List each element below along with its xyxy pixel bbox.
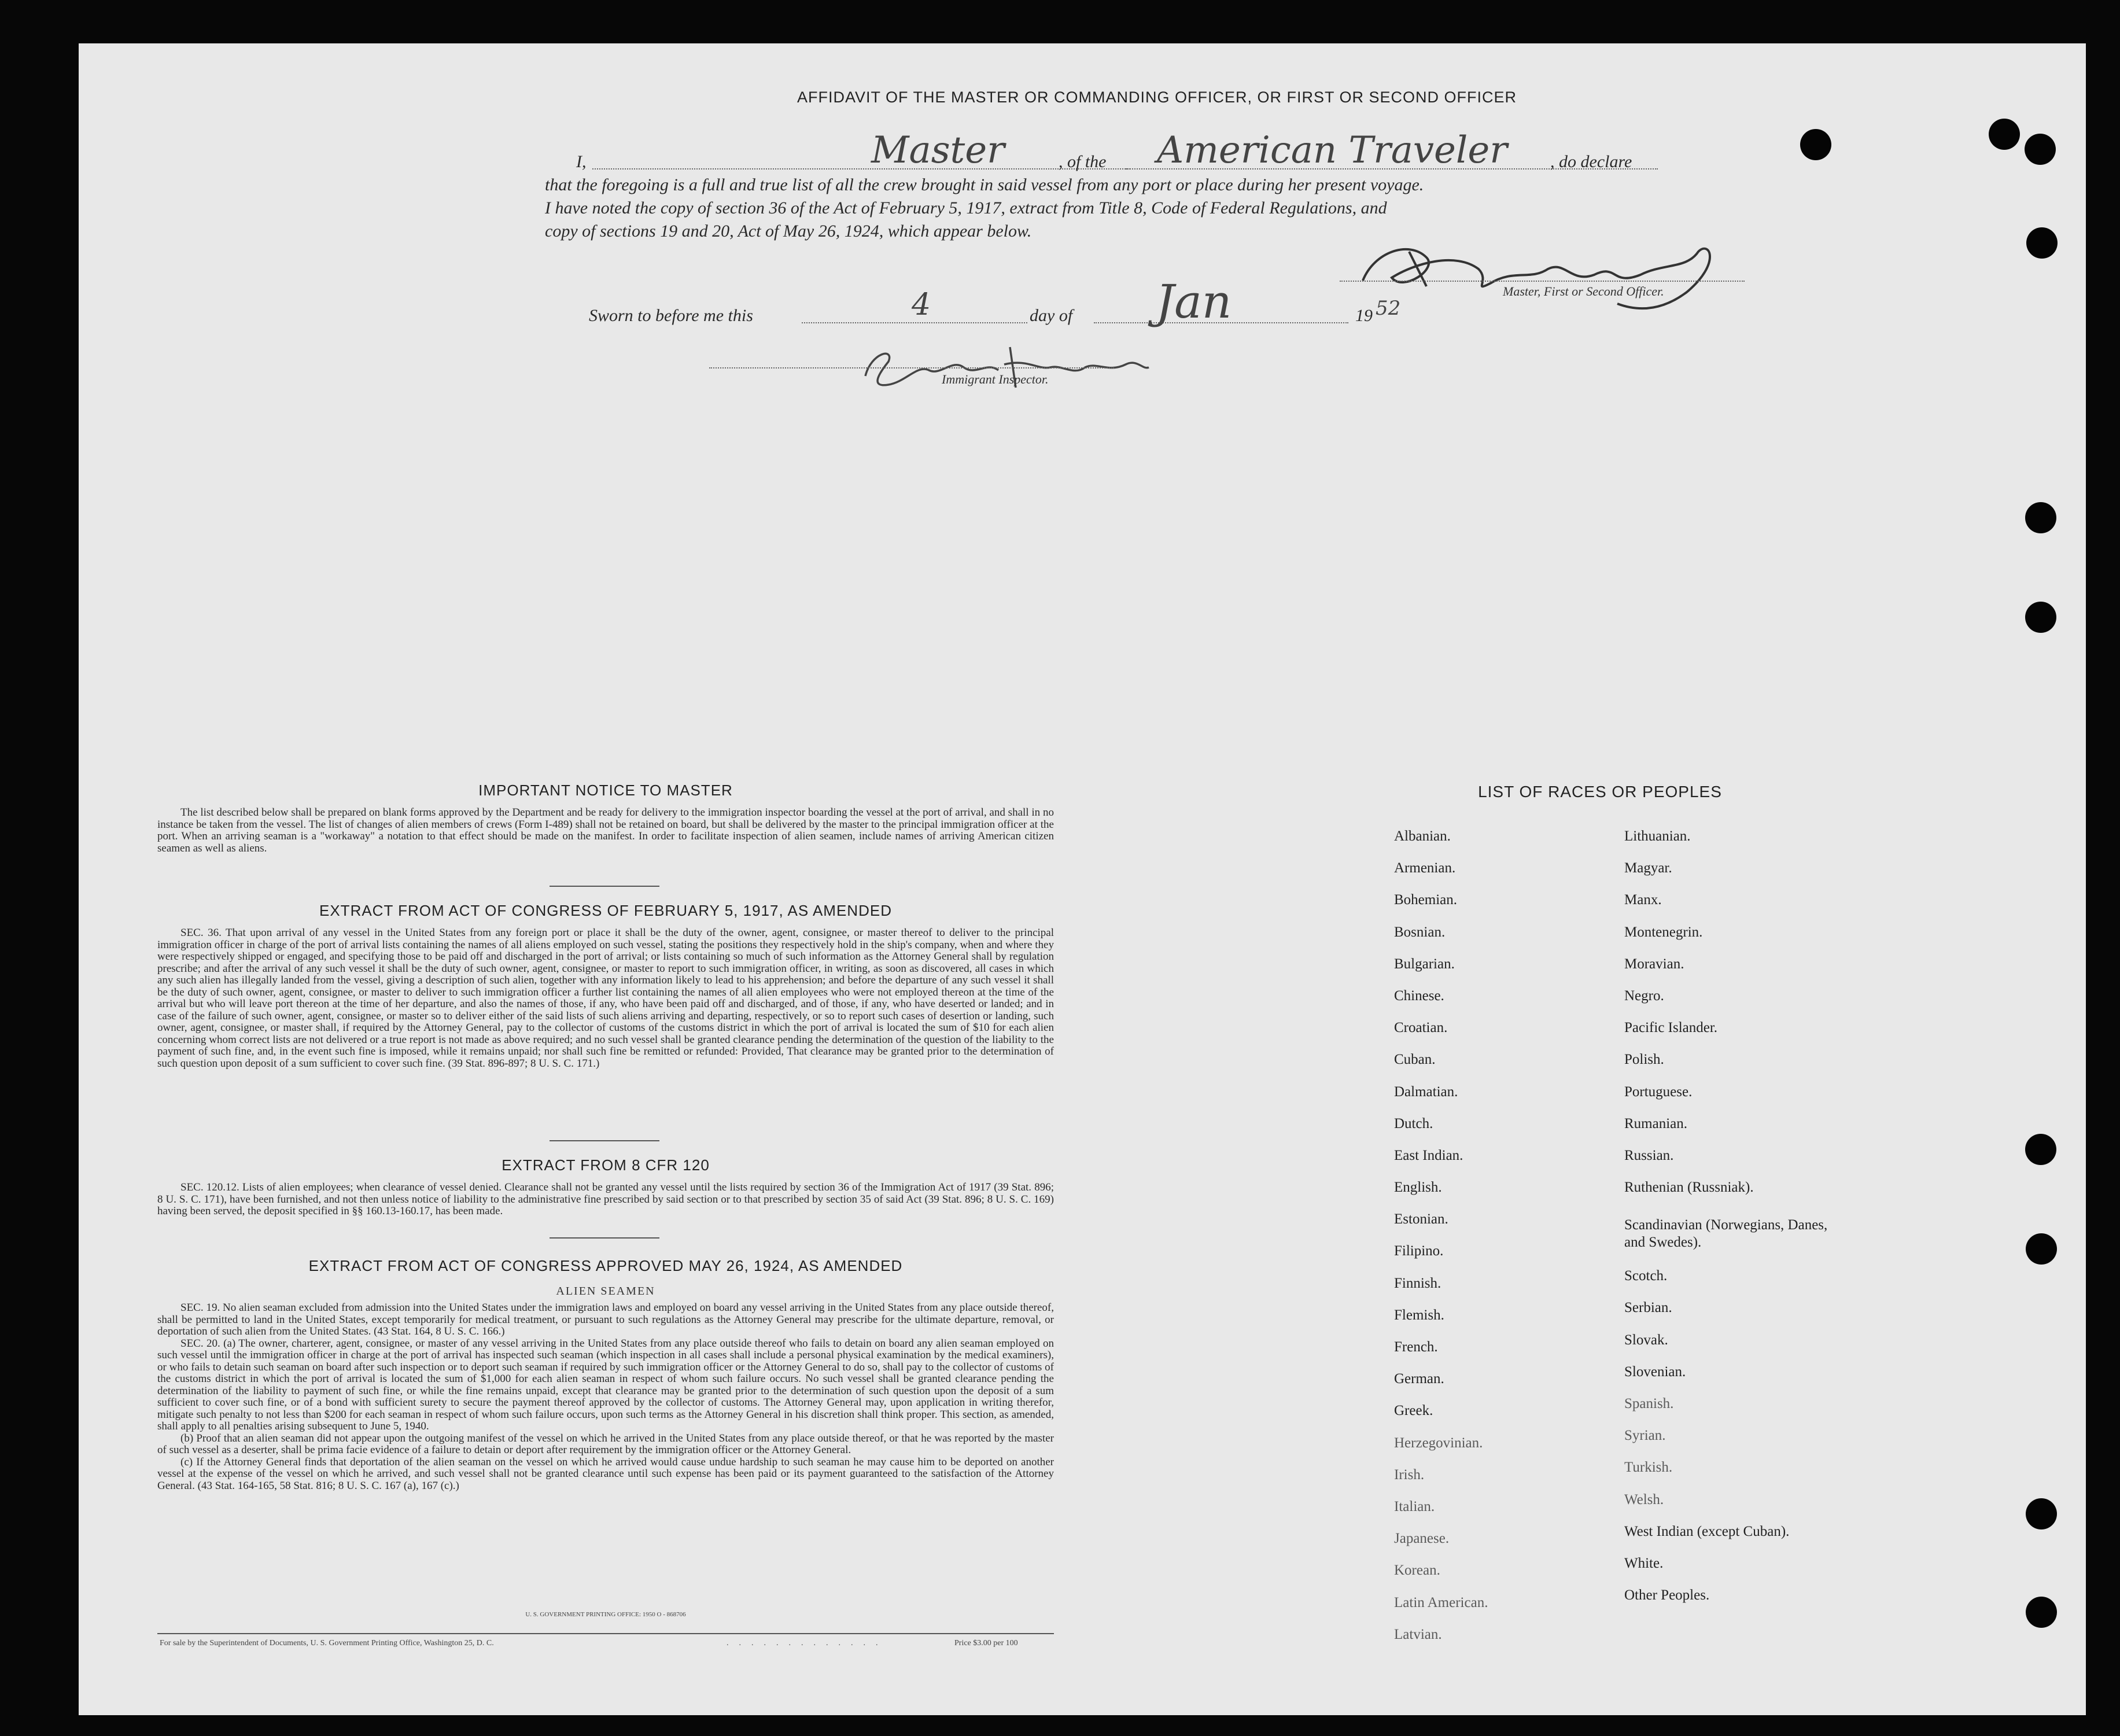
handwritten-day: 4 (912, 288, 931, 322)
punch-hole (2026, 227, 2058, 259)
extract-cfr-title: EXTRACT FROM 8 CFR 120 (502, 1156, 710, 1174)
declaration-body-1: that the foregoing is a full and true list of all the crew brought in said vessel from any port or place during her present voyage. (545, 175, 1424, 194)
race-item: White. (1624, 1555, 1664, 1571)
punch-hole (2025, 502, 2056, 533)
race-item: Serbian. (1624, 1300, 1672, 1316)
race-item: Polish. (1624, 1052, 1664, 1068)
printing-office-line: U. S. GOVERNMENT PRINTING OFFICE: 1950 O - 868706 (525, 1611, 686, 1618)
handwritten-year: 52 (1376, 297, 1401, 320)
race-item: Dutch. (1394, 1115, 1433, 1131)
race-item: Latvian. (1394, 1626, 1442, 1642)
punch-hole (2026, 1597, 2057, 1628)
punch-hole (2025, 602, 2056, 633)
race-item: Latin American. (1394, 1594, 1488, 1610)
punch-hole (2026, 1498, 2057, 1529)
race-item: Scotch. (1624, 1268, 1668, 1284)
extract-1917-paragraph: SEC. 36. That upon arrival of any vessel in the United States from any foreign port or place it shall be the duty of the owner, agent, consignee, or master thereof to deliver to the principal immigration officer in charge of the port of arrival lists containing the names of all aliens employed on such vessel, stating the positions they respectively hold in the ship's company, when and where they were respectively shipped or engaged, and specifying those to be paid off and discharged in the port of arrival; or lists containing so much of such information as the Attorney General shall by regulation prescribe; and after the arrival of any such vessel it shall be the duty of such owner, agent, consignee, or master to report to such immigration officer, in writing, as soon as discovered, all cases in which any such alien has illegally landed from the vessel, giving a description of such alien, together with any information likely to lead to his apprehension; and before the departure of any such vessel it shall be the duty of such owner, agent, consignee, or master to deliver to such immigration officer a further list containing the names of all alien employees who were not employed thereon at the time of the arrival but who will leave port thereon at the time of her departure, and also the names of those, if any, who have been paid off and discharged, and of those, if any, who have deserted or landed; and in case of the failure of such owner, agent, consignee, or master so to deliver either of the said lists of such aliens arriving and departing, respectively, or so to report such cases of desertion or landing, such owner, agent, consignee, or master shall, if required by the Attorney General, pay to the collector of customs of the customs district in which the port of arrival is located the sum of $10 for each alien concerning whom correct lists are not delivered or a true report is not made as above required; and no such vessel shall be granted clearance pending the determination of the question of the liability to the payment of such fine, and, in the event such fine is imposed, while it remains unpaid; nor shall such fine be remitted or refunded: Provided, That clearance may be granted prior to the determination of such question upon deposit of a sum sufficient to cover such fine. (39 Stat. 896-897; 8 U. S. C. 171.) (157, 927, 1054, 1070)
race-item: Russian. (1624, 1147, 1674, 1163)
race-item: Irish. (1394, 1466, 1425, 1483)
race-item: Lithuanian. (1624, 828, 1691, 844)
sworn-year-prefix: 19 (1355, 306, 1373, 325)
race-item: Magyar. (1624, 860, 1672, 876)
race-item: Turkish. (1624, 1459, 1673, 1476)
notice-title: IMPORTANT NOTICE TO MASTER (478, 782, 733, 799)
race-item: West Indian (except Cuban). (1624, 1523, 1790, 1539)
affidavit-title: AFFIDAVIT OF THE MASTER OR COMMANDING OFFICER, OR FIRST OR SECOND OFFICER (797, 89, 1517, 106)
race-item: Bosnian. (1394, 924, 1446, 940)
race-item: Negro. (1624, 987, 1664, 1004)
race-item: Manx. (1624, 892, 1662, 908)
extract-cfr-text (157, 1182, 1054, 1218)
race-item: Portuguese. (1624, 1083, 1693, 1100)
handwritten-month: Jan (1156, 275, 1232, 329)
race-item: Herzegovinian. (1394, 1435, 1483, 1451)
sec-19-paragraph: SEC. 19. No alien seaman excluded from admission into the United States under the immigration laws and employed on board any vessel arriving in the United States from any place outside thereof, shall be permitted to land in the United States, except temporarily for medical treatment, or pursuant to such regulations as the Attorney General may prescribe for the ultimate departure, removal, or deportation of such alien from the United States. (43 Stat. 164, 8 U. S. C. 166.) (157, 1302, 1054, 1337)
name-line (592, 168, 1130, 169)
race-item: Syrian. (1624, 1428, 1666, 1444)
punch-hole (2026, 1233, 2057, 1265)
race-item: East Indian. (1394, 1147, 1463, 1163)
punch-hole (1989, 119, 2020, 150)
race-item: Slovak. (1624, 1332, 1668, 1348)
race-item: Ruthenian (Russniak). (1624, 1180, 1754, 1196)
declaration-suffix: , do declare (1550, 152, 1632, 171)
sworn-prefix: Sworn to before me this (589, 306, 753, 325)
race-item: German. (1394, 1371, 1444, 1387)
race-item: Finnish. (1394, 1275, 1441, 1291)
race-item: Montenegrin. (1624, 924, 1703, 940)
footer-dots: ............. (727, 1639, 888, 1647)
divider (550, 1140, 659, 1141)
handwritten-title: Master (871, 129, 1005, 172)
race-item: Chinese. (1394, 987, 1444, 1004)
race-item: Dalmatian. (1394, 1083, 1458, 1100)
race-item: Scandinavian (Norwegians, Danes, and Swedes). (1624, 1217, 1828, 1251)
race-item: Flemish. (1394, 1307, 1444, 1323)
document-page (79, 43, 2086, 1715)
footer-price: Price $3.00 per 100 (954, 1639, 1018, 1647)
punch-hole (2025, 134, 2056, 165)
declaration-prefix: I, (576, 152, 587, 171)
signature-line (1340, 281, 1745, 282)
race-item: Other Peoples. (1624, 1587, 1710, 1604)
footer-sale-info: For sale by the Superintendent of Documents, U. S. Government Printing Office, Washington 25, D. C. (160, 1639, 494, 1647)
inspector-caption: Immigrant Inspector. (942, 372, 1049, 386)
handwritten-vessel: American Traveler (1157, 129, 1507, 172)
race-item: Italian. (1394, 1498, 1435, 1514)
declaration-body-3: copy of sections 19 and 20, Act of May 26, 1924, which appear below. (545, 222, 1032, 241)
races-column-1 (1394, 829, 1488, 1659)
signature-caption: Master, First or Second Officer. (1503, 284, 1664, 298)
race-item: Albanian. (1394, 828, 1451, 844)
race-item: Filipino. (1394, 1243, 1444, 1259)
race-item: Korean. (1394, 1562, 1440, 1579)
race-item: Croatian. (1394, 1020, 1448, 1036)
race-item: Bulgarian. (1394, 956, 1455, 972)
sworn-day-label: day of (1030, 306, 1073, 325)
sec-20a-paragraph: SEC. 20. (a) The owner, charterer, agent, consignee, or master of any vessel arriving in the United States from any place outside thereof who fails to detain on board any alien seaman employed on such vessel until the immigration officer in charge at the port of arrival has inspected such seaman (which inspection in all cases shall include a personal physical examination by the medical examiners), or who fails to detain such seaman on board after such inspection or to deport such seaman if required by such immigration officer or the Attorney General to do so, shall pay to the collector of customs of the customs district in which the port of arrival is located the sum of $1,000 for each alien seaman in respect of whom such failure occurs. No such vessel shall be granted clearance pending the determination of the liability to payment of such fine, or while the fine remains unpaid, except that clearance may be granted prior to the determination of such question upon the deposit of a sum sufficient to cover such fine, or of a bond with sufficient surety to secure the payment thereof approved by the collector of customs. The Attorney General may, upon application in writing therefor, mitigate such penalty to not less than $200 for each seaman in respect of whom such failure occurs, upon such terms as the Attorney General in his discretion shall think proper. This section, as amended, shall apply to all penalties arising subsequent to June 5, 1940. (157, 1337, 1054, 1432)
punch-hole (1800, 129, 1831, 160)
sec-20c-paragraph: (c) If the Attorney General finds that deportation of the alien seaman on the vessel on which he arrived would cause undue hardship to such seaman he may cause him to be deported on another vessel at the expense of the vessel on which he arrived, and such vessel shall not be granted clearance until such expense has been paid or its payment guaranteed to the satisfaction of the Attorney General. (43 Stat. 164-165, 58 Stat. 816; 8 U. S. C. 167 (a), 167 (c).) (157, 1455, 1054, 1492)
alien-seamen-subtitle: ALIEN SEAMEN (556, 1285, 655, 1298)
inspector-line (709, 367, 1114, 368)
declaration-body-2: I have noted the copy of section 36 of the Act of February 5, 1917, extract from Title 8, Code of Federal Regulations, and (545, 198, 1387, 218)
race-item: Cuban. (1394, 1052, 1436, 1068)
divider (550, 886, 659, 887)
races-title: LIST OF RACES OR PEOPLES (1478, 783, 1722, 801)
race-item: Slovenian. (1624, 1363, 1686, 1380)
notice-paragraph: The list described below shall be prepared on blank forms approved by the Department and be ready for delivery to the immigration inspector boarding the vessel at the port of arrival, and shall in no instance be taken from the vessel. The list of changes of alien members of crews (Form I-489) shall not be retained on board, but shall be delivered by the master to the principal immigration officer at the port. When an arriving seaman is a "workaway" a notation to that effect should be made on the manifest. In order to facilitate inspection of alien seamen, include names of arriving American citizen seamen as well as aliens. (157, 806, 1054, 854)
sec-20b-paragraph: (b) Proof that an alien seaman did not appear upon the outgoing manifest of the vessel on which he arrived in the United States from any place outside thereof, or that he was reported by the master of such vessel as a deserter, shall be prima facie evidence of a failure to detain or deport after requirement by the immigration officer or the Attorney General. (157, 1432, 1054, 1456)
extract-1924-text (157, 1302, 1054, 1492)
sworn-day-line (802, 322, 1027, 323)
declaration-middle: , of the (1059, 152, 1107, 171)
punch-hole (2025, 1134, 2056, 1165)
race-item: Rumanian. (1624, 1115, 1688, 1131)
notice-text (157, 807, 1054, 854)
extract-1924-title: EXTRACT FROM ACT OF CONGRESS APPROVED MAY 26, 1924, AS AMENDED (308, 1257, 903, 1274)
race-item: Welsh. (1624, 1491, 1664, 1508)
extract-1917-title: EXTRACT FROM ACT OF CONGRESS OF FEBRUARY 5, 1917, AS AMENDED (319, 902, 892, 919)
extract-cfr-paragraph: SEC. 120.12. Lists of alien employees; when clearance of vessel denied. Clearance shall not be granted any vessel until the lists required by section 36 of the Immigration Act of 1917 (39 Stat. 896; 8 U. S. C. 171), have been furnished, and not then unless notice of liability to the administrative fine prescribed by said section or to that prescribed by section 35 of said Act (39 Stat. 896; 8 U. S. C. 169) having been served, the deposit specified in §§ 160.13-160.17, has been made. (157, 1181, 1054, 1217)
race-item: Bohemian. (1394, 892, 1458, 908)
officer-signature (1340, 228, 1779, 315)
race-item: Estonian. (1394, 1211, 1448, 1228)
footer-rule (157, 1633, 1054, 1634)
race-item: English. (1394, 1180, 1442, 1196)
divider (550, 1237, 659, 1239)
race-item: Japanese. (1394, 1531, 1450, 1547)
race-item: Pacific Islander. (1624, 1020, 1718, 1036)
race-item: French. (1394, 1339, 1438, 1355)
extract-1917-text (157, 927, 1054, 1070)
race-item: Spanish. (1624, 1396, 1674, 1411)
races-column-2 (1624, 829, 1833, 1620)
race-item: Greek. (1394, 1403, 1433, 1419)
race-item: Moravian. (1624, 956, 1684, 972)
race-item: Armenian. (1394, 860, 1456, 876)
